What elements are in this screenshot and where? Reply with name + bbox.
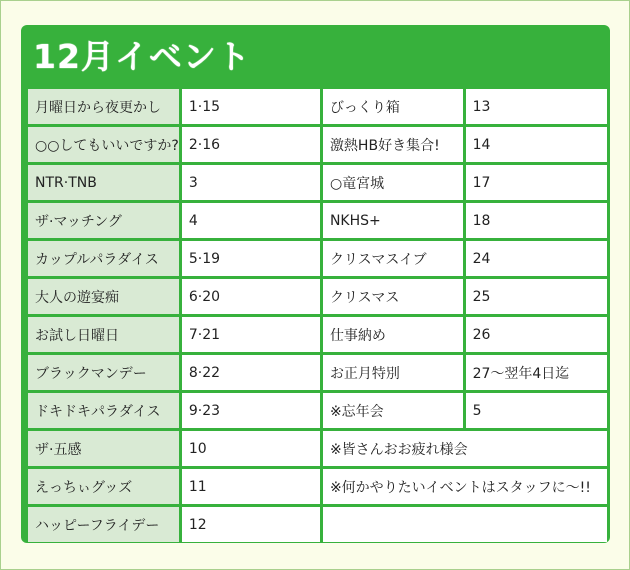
event-date-cell: 12 <box>182 507 320 542</box>
event-name-cell: ○○してもいいですか? <box>28 127 179 162</box>
event-date-cell: 27〜翌年4日迄 <box>466 355 607 390</box>
event-date-cell: 8·22 <box>182 355 320 390</box>
event-name-cell: 月曜日から夜更かし <box>28 89 179 124</box>
table-row <box>28 203 607 238</box>
note-cell: ※皆さんおお疲れ様会 <box>323 431 607 466</box>
event-date-cell: 25 <box>466 279 607 314</box>
event-date-cell: 13 <box>466 89 607 124</box>
event-date-cell: 24 <box>466 241 607 276</box>
event-name-cell: 激熱HB好き集合! <box>323 127 463 162</box>
empty-cell <box>323 507 607 542</box>
event-date-cell: 4 <box>182 203 320 238</box>
table-row <box>28 355 607 390</box>
event-date-cell: 26 <box>466 317 607 352</box>
event-name-cell: えっちぃグッズ <box>28 469 179 504</box>
event-date-cell: 18 <box>466 203 607 238</box>
table-row <box>28 507 607 542</box>
event-name-cell: クリスマス <box>323 279 463 314</box>
event-name-cell: クリスマスイブ <box>323 241 463 276</box>
event-date-cell: 6·20 <box>182 279 320 314</box>
table-row <box>28 89 607 124</box>
event-date-cell: 2·16 <box>182 127 320 162</box>
event-date-cell: 7·21 <box>182 317 320 352</box>
table-row <box>28 393 607 428</box>
event-name-cell: ○竜宮城 <box>323 165 463 200</box>
event-name-cell: カップルパラダイス <box>28 241 179 276</box>
table-row <box>28 279 607 314</box>
event-name-cell: 仕事納め <box>323 317 463 352</box>
event-name-cell: お正月特別 <box>323 355 463 390</box>
event-name-cell: ザ·五感 <box>28 431 179 466</box>
table-row <box>28 469 607 504</box>
event-date-cell: 3 <box>182 165 320 200</box>
table-row <box>28 165 607 200</box>
event-name-cell: NTR·TNB <box>28 165 179 200</box>
event-name-cell: ドキドキパラダイス <box>28 393 179 428</box>
event-name-cell: お試し日曜日 <box>28 317 179 352</box>
event-date-cell: 14 <box>466 127 607 162</box>
event-date-cell: 10 <box>182 431 320 466</box>
event-date-cell: 5·19 <box>182 241 320 276</box>
event-name-cell: 大人の遊宴痴 <box>28 279 179 314</box>
event-name-cell: ハッピーフライデー <box>28 507 179 542</box>
event-date-cell: 9·23 <box>182 393 320 428</box>
event-name-cell: ブラックマンデー <box>28 355 179 390</box>
event-date-cell: 17 <box>466 165 607 200</box>
table-row <box>28 431 607 466</box>
event-table <box>25 86 610 545</box>
event-name-cell: NKHS+ <box>323 203 463 238</box>
table-row <box>28 317 607 352</box>
table-row <box>28 241 607 276</box>
table-row <box>28 127 607 162</box>
event-date-cell: 11 <box>182 469 320 504</box>
event-date-cell: 5 <box>466 393 607 428</box>
note-cell: ※何かやりたいイベントはスタッフに〜!! <box>323 469 607 504</box>
event-date-cell: 1·15 <box>182 89 320 124</box>
event-name-cell: びっくり箱 <box>323 89 463 124</box>
page-title: 12月イベント <box>33 37 251 76</box>
event-name-cell: ザ·マッチング <box>28 203 179 238</box>
event-panel <box>21 25 610 543</box>
event-name-cell: ※忘年会 <box>323 393 463 428</box>
